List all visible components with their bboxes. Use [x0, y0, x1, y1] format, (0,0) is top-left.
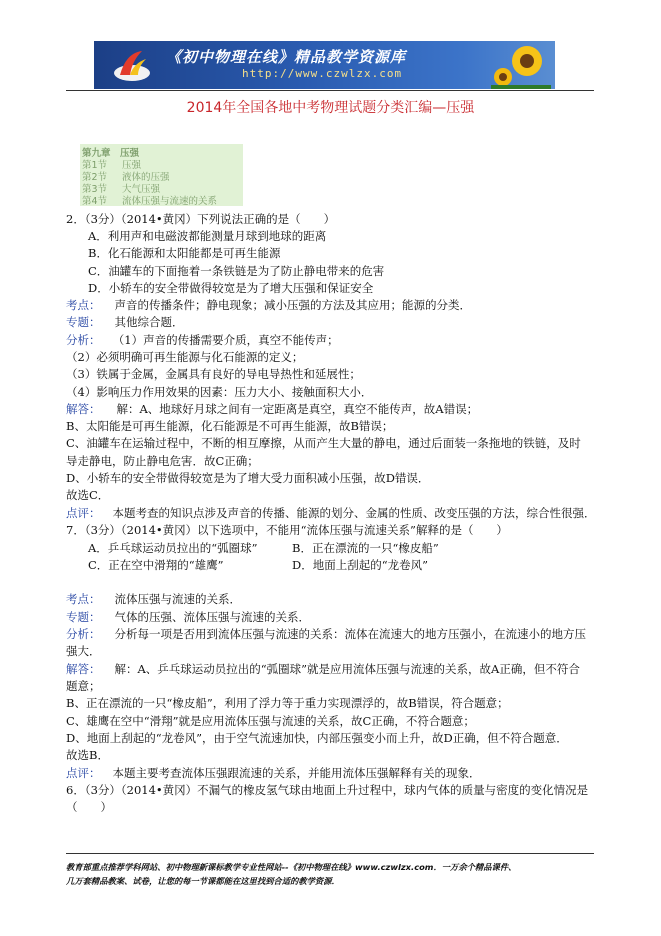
- q7-fenxi-line: 强大．: [66, 644, 101, 658]
- chapter-outline: [80, 144, 243, 206]
- question-7-option-d: D．地面上刮起的“龙卷风”: [292, 558, 428, 572]
- question-7-stem: 7．（3分）（2014•黄冈）以下选项中，不能用“流体压强与流速关系”解释的是（ ）: [66, 523, 508, 537]
- header-banner: [94, 41, 555, 89]
- q2-fenxi-line: （2）必须明确可再生能源与化石能源的定义；: [66, 350, 304, 364]
- q2-jieda-line: 导走静电，防止静电危害．故C正确；: [66, 454, 259, 468]
- q2-fenxi-line: （3）铁属于金属，金属具有良好的导电导热性和延展性；: [66, 367, 361, 381]
- q2-dianping: 点评： 本题考查的知识点涉及声音的传播、能源的划分、金属的性质、改变压强的方法，综合性很强．: [66, 506, 596, 520]
- question-2-option-a: A．利用声和电磁波都能测量月球到地球的距离: [88, 229, 327, 243]
- q2-jieda-line: D、小轿车的安全带做得较宽是为了增大受力面积减小压强，故D错误．: [66, 471, 430, 485]
- question-2-option-c: C．油罐车的下面拖着一条铁链是为了防止静电带来的危害: [88, 264, 385, 278]
- q7-kaodian: 考点： 流体压强与流速的关系．: [66, 592, 241, 606]
- chapter-section: 第1节 压强: [82, 160, 142, 171]
- question-2-option-d: D．小轿车的安全带做得较宽是为了增大压强和保证安全: [88, 281, 374, 295]
- question-6-stem: 6．（3分）（2014•黄冈）不漏气的橡皮氢气球由地面上升过程中，球内气体的质量与密度的变化情况是: [66, 783, 589, 797]
- q7-fenxi: 分析： 分析每一项是否用到流体压强与流速的关系：流体在流速大的地方压强小，在流速小的地方压: [66, 627, 586, 641]
- question-7-option-b: B．正在漂流的一只“橡皮船”: [292, 541, 439, 555]
- q7-jieda-line: B、正在漂流的一只“橡皮船”，利用了浮力等于重力实现漂浮的，故B错误，符合题意；: [66, 696, 509, 710]
- banner-url: http://www.czwlzx.com: [242, 67, 403, 80]
- q7-zhuanti: 专题： 气体的压强、流体压强与流速的关系．: [66, 610, 310, 624]
- question-2-option-b: B．化石能源和太阳能都是可再生能源: [88, 246, 281, 260]
- q7-jieda-line: C、雄鹰在空中“滑翔”就是应用流体压强与流速的关系，故C正确，不符合题意；: [66, 714, 475, 728]
- q7-jieda-line: D、地面上刮起的“龙卷风”，由于空气流速加快，内部压强变小而上升，故D正确，但不符合题意．: [66, 731, 568, 745]
- chapter-section: 第2节 液体的压强: [82, 172, 170, 183]
- site-logo-icon: [112, 45, 152, 85]
- chapter-section: 第4节 流体压强与流速的关系: [82, 196, 218, 207]
- q2-jieda-line: C、油罐车在运输过程中，不断的相互摩擦，从而产生大量的静电，通过后面装一条拖地的铁链，及时: [66, 436, 581, 450]
- q7-jieda-line: 故选B．: [66, 748, 109, 762]
- q7-dianping: 点评： 本题主要考查流体压强跟流速的关系，并能用流体压强解释有关的现象．: [66, 766, 481, 780]
- banner-title: 《初中物理在线》精品教学资源库: [166, 48, 407, 66]
- q2-fenxi: 分析： （1）声音的传播需要介质，真空不能传声；: [66, 333, 339, 347]
- q7-jieda: 解答： 解：A、乒乓球运动员拉出的“弧圈球”就是应用流体压强与流速的关系，故A正确，但不符合: [66, 662, 580, 676]
- q2-jieda-line: 故选C．: [66, 488, 110, 502]
- question-6-stem-line: （ ）: [66, 800, 112, 814]
- footer-line: 几万套精品教案、试卷，让您的每一节课都能在这里找到合适的教学资源．: [66, 876, 340, 886]
- footer-line: 教育部重点推荐学科网站、初中物理新课标教学专业性网站--《初中物理在线》www.czwlzx.com．一万余个精品课件、: [66, 862, 517, 872]
- chapter-section: 第3节 大气压强: [82, 184, 161, 195]
- footer-rule: [66, 853, 594, 854]
- q2-kaodian: 考点： 声音的传播条件；静电现象；减小压强的方法及其应用；能源的分类．: [66, 298, 471, 312]
- q2-jieda-line: B、太阳能是可再生能源，化石能源是不可再生能源，故B错误；: [66, 419, 394, 433]
- header-rule: [66, 90, 594, 91]
- q2-zhuanti: 专题： 其他综合题．: [66, 315, 184, 329]
- q2-jieda: 解答： 解：A、地球好月球之间有一定距离是真空，真空不能传声，故A错误；: [66, 402, 479, 416]
- page-title: 2014年全国各地中考物理试题分类汇编—压强: [186, 100, 475, 116]
- question-7-option-a: A．乒乓球运动员拉出的“弧圈球”: [88, 541, 258, 555]
- sunflower-icon: [491, 43, 551, 89]
- chapter-heading: 第九章 压强: [82, 148, 140, 159]
- q7-jieda-line: 题意；: [66, 679, 101, 693]
- question-2-stem: 2．（3分）（2014•黄冈）下列说法正确的是（ ）: [66, 212, 336, 226]
- q2-fenxi-line: （4）影响压力作用效果的因素：压力大小、接触面积大小．: [66, 385, 373, 399]
- question-7-option-c: C．正在空中滑翔的“雄鹰”: [88, 558, 224, 572]
